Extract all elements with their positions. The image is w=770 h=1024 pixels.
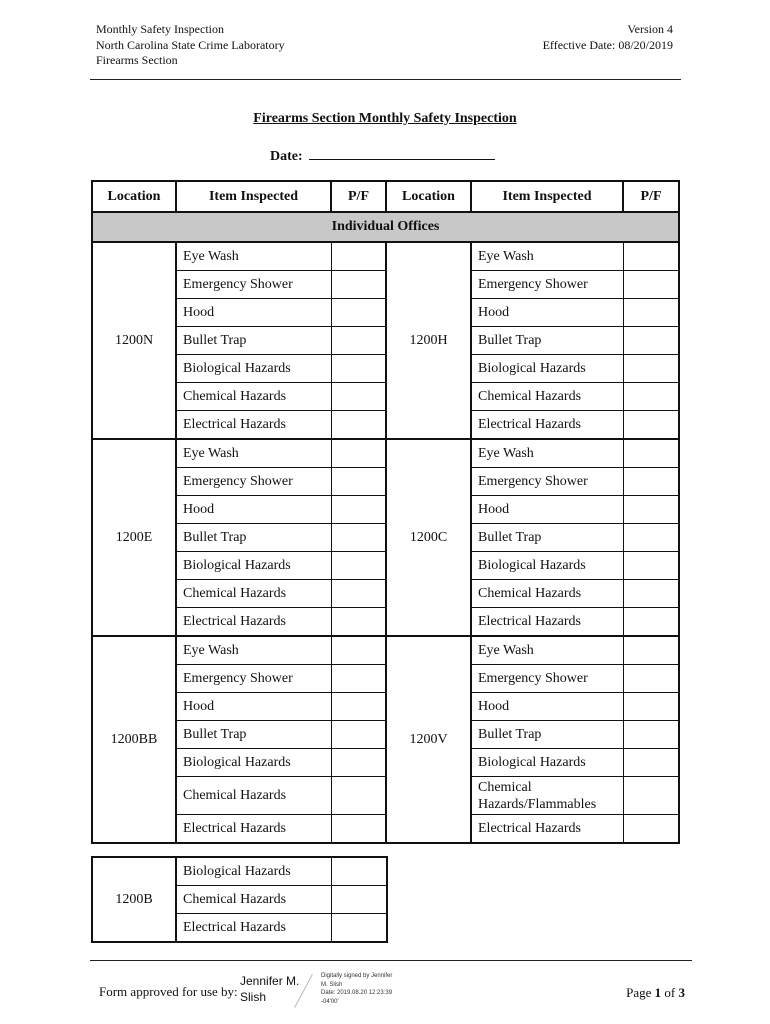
pass-fail-cell[interactable] [331, 886, 387, 914]
table-row [92, 552, 679, 580]
item-cell: Electrical Hazards [176, 815, 331, 844]
item-cell: Hood [176, 693, 331, 721]
item-cell: Bullet Trap [176, 327, 331, 355]
item-cell: Eye Wash [176, 439, 331, 468]
pass-fail-cell[interactable] [623, 271, 679, 299]
item-cell: Emergency Shower [176, 665, 331, 693]
pass-fail-cell[interactable] [331, 355, 386, 383]
pass-fail-cell[interactable] [331, 411, 386, 440]
table-row [92, 271, 679, 299]
pass-fail-cell[interactable] [623, 327, 679, 355]
item-cell: Biological Hazards [176, 857, 331, 886]
item-cell: Biological Hazards [176, 552, 331, 580]
header-divider [90, 79, 681, 80]
item-cell: Electrical Hazards [471, 608, 623, 637]
item-cell: Bullet Trap [176, 524, 331, 552]
item-cell: Biological Hazards [471, 355, 623, 383]
table-header-row [92, 181, 679, 212]
pass-fail-cell[interactable] [331, 271, 386, 299]
location-cell: 1200H [386, 242, 471, 439]
item-cell: Bullet Trap [471, 327, 623, 355]
table-row [92, 496, 679, 524]
pass-fail-cell[interactable] [623, 608, 679, 637]
signature-detail-line: Digitally signed by Jennifer [321, 973, 393, 979]
pass-fail-cell[interactable] [623, 496, 679, 524]
pass-fail-cell[interactable] [623, 749, 679, 777]
pass-fail-cell[interactable] [331, 299, 386, 327]
item-cell: Eye Wash [176, 636, 331, 665]
item-cell: Electrical Hazards [176, 411, 331, 440]
item-cell: Biological Hazards [471, 749, 623, 777]
table-row [92, 815, 679, 844]
item-cell: Chemical Hazards [176, 777, 331, 815]
pass-fail-cell[interactable] [623, 355, 679, 383]
table-row [92, 636, 679, 665]
col-header-item: Item Inspected [471, 181, 623, 212]
pass-fail-cell[interactable] [623, 468, 679, 496]
table-row [92, 468, 679, 496]
item-cell: Hood [471, 496, 623, 524]
page-number [626, 985, 685, 1001]
item-cell: Electrical Hazards [471, 411, 623, 440]
item-cell: Biological Hazards [471, 552, 623, 580]
pass-fail-cell[interactable] [331, 777, 386, 815]
table-row [92, 383, 679, 411]
table-row [92, 749, 679, 777]
pass-fail-cell[interactable] [331, 914, 387, 943]
header-section-name: Firearms Section [96, 53, 178, 67]
table-row [92, 857, 387, 886]
pass-fail-cell[interactable] [623, 299, 679, 327]
pass-fail-cell[interactable] [331, 468, 386, 496]
table-row [92, 411, 679, 440]
pass-fail-cell[interactable] [331, 608, 386, 637]
pass-fail-cell[interactable] [331, 857, 387, 886]
item-cell: Emergency Shower [471, 271, 623, 299]
item-cell: Electrical Hazards [176, 914, 331, 943]
item-cell: Hood [471, 693, 623, 721]
pass-fail-cell[interactable] [331, 721, 386, 749]
table-row [92, 299, 679, 327]
item-cell: Hood [176, 299, 331, 327]
table-row [92, 721, 679, 749]
pass-fail-cell[interactable] [331, 693, 386, 721]
pass-fail-cell[interactable] [331, 636, 386, 665]
pass-fail-cell[interactable] [623, 636, 679, 665]
pass-fail-cell[interactable] [331, 496, 386, 524]
pass-fail-cell[interactable] [331, 749, 386, 777]
item-cell: Hood [176, 496, 331, 524]
table-row [92, 242, 679, 271]
item-cell: Bullet Trap [471, 721, 623, 749]
location-cell: 1200BB [92, 636, 176, 843]
signature-detail-line: -04'00' [321, 998, 339, 1005]
header-lab-name: North Carolina State Crime Laboratory [96, 37, 285, 52]
pass-fail-cell[interactable] [623, 777, 679, 815]
signature-detail-line: M. Slish [321, 981, 343, 988]
col-header-pf: P/F [623, 181, 679, 212]
col-header-pf: P/F [331, 181, 386, 212]
extra-inspection-table [91, 856, 388, 943]
item-cell: Electrical Hazards [176, 608, 331, 637]
item-cell: Emergency Shower [176, 468, 331, 496]
item-cell: Chemical Hazards [471, 580, 623, 608]
col-header-location: Location [92, 181, 176, 212]
pass-fail-cell[interactable] [331, 242, 386, 271]
location-cell: 1200V [386, 636, 471, 843]
item-cell: Hood [471, 299, 623, 327]
pass-fail-cell[interactable] [331, 383, 386, 411]
table-row [92, 777, 679, 815]
location-cell: 1200E [92, 439, 176, 636]
item-cell: Eye Wash [471, 439, 623, 468]
table-row [92, 580, 679, 608]
section-title: Individual Offices [92, 212, 679, 242]
pass-fail-cell[interactable] [623, 552, 679, 580]
item-cell: Biological Hazards [176, 749, 331, 777]
item-cell: Chemical Hazards [176, 383, 331, 411]
signature-detail-line: Date: 2019.08.20 12:23:39 [321, 990, 393, 996]
pass-fail-cell[interactable] [623, 524, 679, 552]
inspection-table [91, 180, 680, 844]
item-cell: Chemical Hazards [176, 580, 331, 608]
item-cell: Biological Hazards [176, 355, 331, 383]
pass-fail-cell[interactable] [623, 242, 679, 271]
header-effective-date: Effective Date: 08/20/2019 [542, 37, 673, 52]
item-cell: Electrical Hazards [471, 815, 623, 844]
signer-name [240, 973, 304, 1005]
table-row [92, 327, 679, 355]
pass-fail-cell[interactable] [623, 383, 679, 411]
page-current: 1 [654, 985, 662, 1000]
table-row [92, 608, 679, 637]
section-header-row [92, 212, 679, 242]
table-row [92, 693, 679, 721]
table-row [92, 665, 679, 693]
item-cell: Eye Wash [471, 242, 623, 271]
item-cell: Eye Wash [176, 242, 331, 271]
location-cell: 1200N [92, 242, 176, 439]
item-cell: Chemical Hazards [176, 886, 331, 914]
date-field [270, 145, 495, 165]
footer-divider [90, 960, 692, 961]
item-cell: Bullet Trap [176, 721, 331, 749]
pass-fail-cell[interactable] [331, 327, 386, 355]
item-cell: Chemical Hazards [471, 383, 623, 411]
item-cell: Emergency Shower [176, 271, 331, 299]
signer-name-line: Jennifer M. Slish [240, 974, 300, 1004]
col-header-location: Location [386, 181, 471, 212]
pass-fail-cell[interactable] [331, 524, 386, 552]
item-cell: Eye Wash [471, 636, 623, 665]
header-version: Version 4 [627, 22, 673, 36]
location-cell: 1200C [386, 439, 471, 636]
table-row [92, 355, 679, 383]
pass-fail-cell[interactable] [623, 411, 679, 440]
pass-fail-cell[interactable] [623, 665, 679, 693]
pass-fail-cell[interactable] [623, 580, 679, 608]
header-form-name: Monthly Safety Inspection [96, 22, 224, 36]
date-blank-line[interactable] [309, 145, 495, 160]
item-cell: Emergency Shower [471, 665, 623, 693]
pass-fail-cell[interactable] [331, 815, 386, 844]
page-of: of [664, 985, 676, 1000]
page-total: 3 [678, 985, 685, 1000]
pass-fail-cell[interactable] [331, 552, 386, 580]
form-title: Firearms Section Monthly Safety Inspection [253, 111, 517, 126]
pass-fail-cell[interactable] [331, 439, 386, 468]
pass-fail-cell[interactable] [331, 580, 386, 608]
item-cell: Bullet Trap [471, 524, 623, 552]
date-label: Date: [270, 149, 303, 164]
digital-signature-detail [321, 972, 411, 1006]
pass-fail-cell[interactable] [623, 815, 679, 844]
table-row [92, 439, 679, 468]
pass-fail-cell[interactable] [623, 721, 679, 749]
item-cell: Chemical Hazards/Flammables [471, 777, 623, 815]
table-row [92, 524, 679, 552]
pass-fail-cell[interactable] [623, 439, 679, 468]
page-prefix: Page [626, 985, 652, 1000]
location-cell: 1200B [92, 857, 176, 942]
pass-fail-cell[interactable] [623, 693, 679, 721]
document-header-right [543, 22, 673, 53]
col-header-item: Item Inspected [176, 181, 331, 212]
approval-label: Form approved for use by: [99, 984, 238, 999]
item-cell: Emergency Shower [471, 468, 623, 496]
document-header-left [96, 22, 285, 69]
pass-fail-cell[interactable] [331, 665, 386, 693]
